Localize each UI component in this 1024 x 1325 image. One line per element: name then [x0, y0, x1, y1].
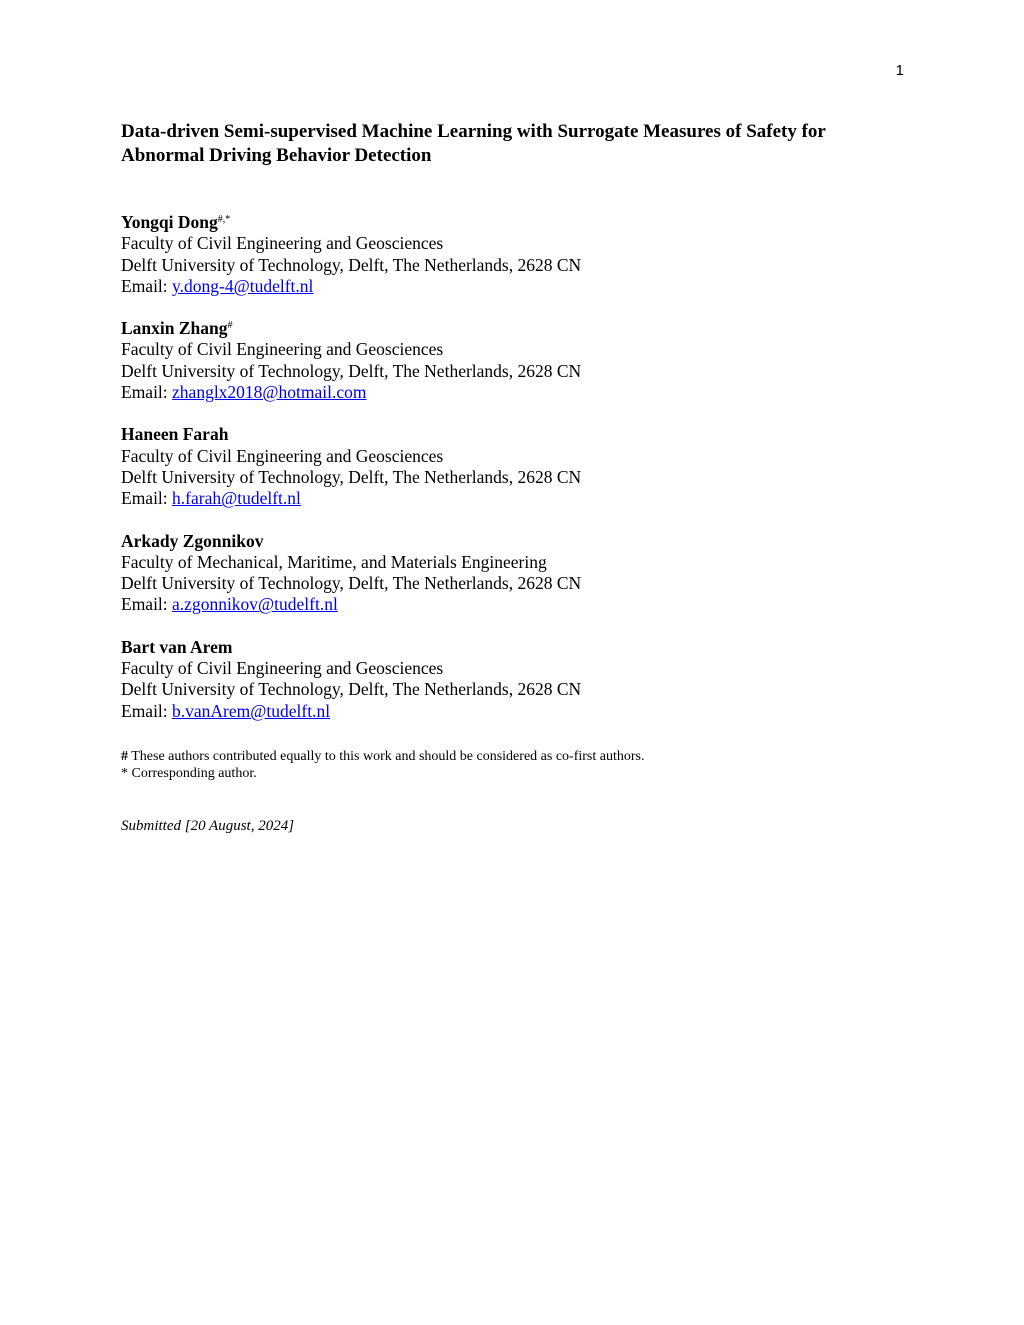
page-number: 1	[895, 62, 904, 79]
author-faculty: Faculty of Mechanical, Maritime, and Materials Engineering	[121, 551, 547, 572]
author-email-link[interactable]: y.dong-4@tudelft.nl	[172, 275, 314, 296]
author-name: Lanxin Zhang	[121, 318, 228, 339]
author-name: Yongqi Dong	[121, 212, 218, 232]
author-faculty: Faculty of Civil Engineering and Geosciences	[121, 658, 444, 679]
author-footnotes	[121, 748, 911, 782]
author-faculty: Faculty of Civil Engineering and Geosciences	[121, 339, 444, 360]
author-affiliation: Delft University of Technology, Delft, The Netherlands, 2628 CN	[121, 360, 582, 381]
author-block	[121, 212, 911, 297]
author-faculty: Faculty of Civil Engineering and Geosciences	[121, 233, 444, 254]
corresponding-footnote: * Corresponding author.	[121, 765, 257, 781]
email-label: Email:	[121, 382, 173, 403]
author-block	[121, 531, 911, 616]
author-block	[121, 318, 911, 403]
author-email-link[interactable]: a.zgonnikov@tudelft.nl	[172, 594, 338, 615]
author-affiliation: Delft University of Technology, Delft, The Netherlands, 2628 CN	[121, 466, 582, 487]
author-email-link[interactable]: b.vanArem@tudelft.nl	[172, 700, 331, 721]
paper-title-line-2: Abnormal Driving Behavior Detection	[121, 145, 432, 166]
author-affiliation: Delft University of Technology, Delft, The Netherlands, 2628 CN	[121, 679, 582, 700]
author-name: Haneen Farah	[121, 424, 229, 445]
email-label: Email:	[121, 700, 173, 721]
email-label: Email:	[121, 594, 173, 615]
author-affiliation: Delft University of Technology, Delft, The Netherlands, 2628 CN	[121, 573, 582, 594]
cofirst-mark: #	[121, 748, 128, 764]
author-block	[121, 424, 911, 509]
author-email-link[interactable]: zhanglx2018@hotmail.com	[172, 382, 367, 403]
cofirst-footnote	[121, 748, 911, 765]
author-name: Arkady Zgonnikov	[121, 530, 264, 551]
title-page-content	[121, 120, 911, 835]
paper-title	[121, 120, 911, 168]
paper-title-line-1: Data-driven Semi-supervised Machine Learning with Surrogate Measures of Safety for	[121, 121, 826, 142]
author-block	[121, 637, 911, 722]
author-affiliation: Delft University of Technology, Delft, The Netherlands, 2628 CN	[121, 254, 582, 275]
email-label: Email:	[121, 275, 173, 296]
cofirst-text: These authors contributed equally to this work and should be considered as co-first authors.	[128, 748, 645, 764]
author-list	[121, 212, 911, 722]
email-label: Email:	[121, 488, 173, 509]
author-superscript: #	[227, 320, 233, 332]
author-email-link[interactable]: h.farah@tudelft.nl	[172, 488, 301, 509]
author-name: Bart van Arem	[121, 636, 233, 657]
author-superscript: #,*	[217, 214, 231, 225]
author-faculty: Faculty of Civil Engineering and Geosciences	[121, 445, 444, 466]
submission-date: Submitted [20 August, 2024]	[121, 817, 295, 834]
